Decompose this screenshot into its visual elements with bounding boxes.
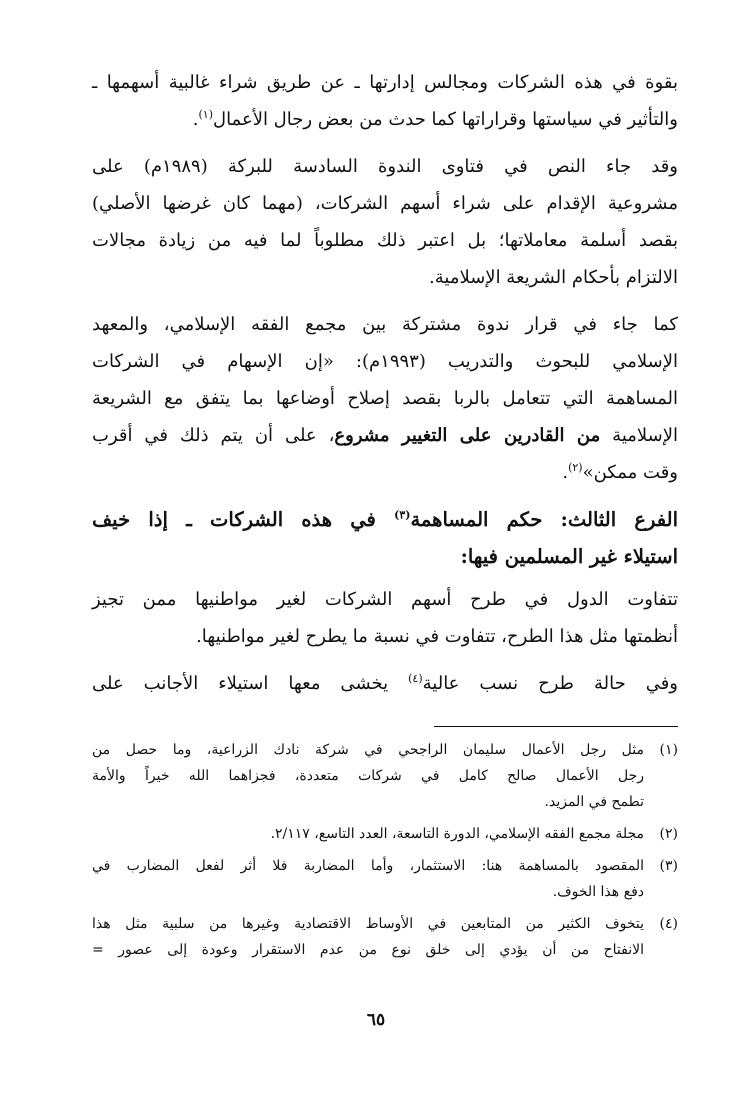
paragraph-4 [92, 581, 678, 655]
text-line: وقد جاء النص في فتاوى الندوة السادسة للبركة (١٩٨٩م) على [92, 156, 678, 177]
text-segment: وفي حالة طرح نسب عالية [422, 673, 678, 694]
text-line: تتفاوت الدول في طرح أسهم الشركات لغير مواطنيها ممن تجيز [92, 589, 678, 610]
text-line [92, 665, 678, 702]
text-line: الإسلامي للبحوث والتدريب (١٩٩٣م): «إن الإسهام في الشركات [92, 351, 678, 372]
text-line: المقصود بالمساهمة هنا: الاستثمار، وأما المضاربة فلا أثر لفعل المضارب في [92, 858, 644, 874]
footnote-number: (١) [659, 742, 678, 758]
footnote-text [92, 821, 644, 847]
footnote-number: (٤) [659, 916, 678, 932]
text-line: بقوة في هذه الشركات ومجالس إدارتها ـ عن طريق شراء غالبية أسهمها ـ [92, 72, 678, 93]
footnote-number: (٣) [659, 858, 678, 874]
bold-phrase: من القادرين على التغيير مشروع [334, 425, 601, 446]
text-segment: في هذه الشركات ـ إذا خيف [92, 508, 395, 531]
page-number: ٦٥ [366, 1010, 386, 1030]
footnote-1 [92, 737, 678, 815]
text-line: دفع هذا الخوف. [552, 884, 644, 900]
text-line: رجل الأعمال صالح كامل في شركات متعددة، فجزاهما الله خيراً والأمة [92, 768, 644, 784]
text-segment: . [192, 109, 199, 130]
text-segment: الفرع الثالث: حكم المساهمة [410, 508, 678, 531]
paragraph-5 [92, 665, 678, 702]
footnote-marker: (١) [198, 108, 213, 121]
text-line: تطمح في المزيد. [544, 794, 644, 810]
footnote-4 [92, 911, 678, 963]
text-segment: وقت ممكن» [582, 462, 678, 483]
footnote-text [92, 853, 644, 905]
footnote-text [92, 911, 644, 963]
text-segment: يخشى معها استيلاء الأجانب على [92, 673, 409, 694]
text-segment: ، على أن يتم ذلك في أقرب [92, 425, 335, 446]
text-line: الالتزام بأحكام الشريعة الإسلامية. [429, 267, 678, 288]
text-line: الانفتاح من أن يؤدي إلى خلق نوع من عدم الاستقرار وعودة إلى عصور = [92, 942, 644, 958]
text-line [92, 454, 678, 491]
footnotes [92, 737, 678, 963]
footnote-3 [92, 853, 678, 905]
heading-line: استيلاء غير المسلمين فيها: [460, 545, 678, 568]
text-line: بقصد أسلمة معاملاتها؛ بل اعتبر ذلك مطلوباً لما فيه من زيادة مجالات [92, 230, 678, 251]
text-line: يتخوف الكثير من المتابعين في الأوساط الاقتصادية وغيرها من سلبية مثل هذا [92, 916, 644, 932]
footnote-marker: (٤) [408, 672, 423, 685]
section-heading [92, 501, 678, 575]
footnote-text [92, 737, 644, 815]
heading-line [92, 501, 678, 538]
text-line [92, 101, 678, 138]
paragraph-2 [92, 148, 678, 296]
text-line: كما جاء في قرار ندوة مشتركة بين مجمع الفقه الإسلامي، والمعهد [92, 314, 678, 335]
paragraph-1 [92, 64, 678, 138]
paragraph-3 [92, 306, 678, 491]
text-line: المساهمة التي تتعامل بالربا بقصد إصلاح أوضاعها بما يتفق مع الشريعة [92, 388, 678, 409]
footnote-marker: (٣) [394, 508, 411, 522]
text-segment: الإسلامية [612, 425, 678, 446]
footnote-number: (٢) [659, 826, 678, 842]
text-line: مثل رجل الأعمال سليمان الراجحي في شركة نادك الزراعية، وما حصل من [92, 742, 644, 758]
text-line: مشروعية الإقدام على شراء أسهم الشركات، (مهما كان غرضها الأصلي) [92, 193, 678, 214]
footnote-separator [434, 726, 678, 727]
footnote-2 [92, 821, 678, 847]
text-line: أنظمتها مثل هذا الطرح، تتفاوت في نسبة ما يطرح لغير مواطنيها. [196, 626, 678, 647]
footnote-marker: (٢) [568, 461, 583, 474]
text-segment: والتأثير في سياستها وقراراتها كما حدث من بعض رجال الأعمال [212, 109, 678, 130]
text-line [92, 417, 678, 454]
text-line: مجلة مجمع الفقه الإسلامي، الدورة التاسعة، العدد التاسع، ٢/١١٧. [270, 826, 644, 842]
text-segment: . [562, 462, 569, 483]
